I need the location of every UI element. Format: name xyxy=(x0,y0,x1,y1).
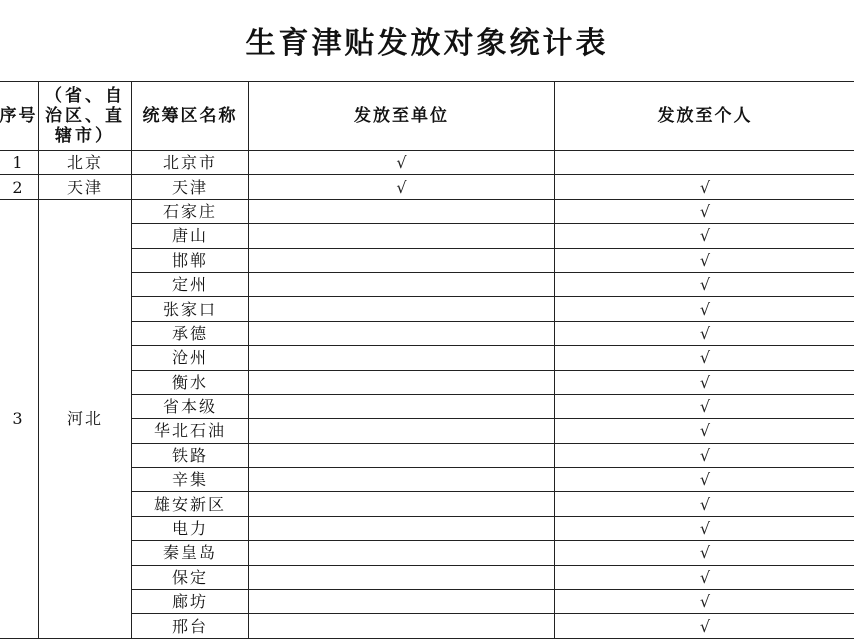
person-check-cell xyxy=(555,248,854,272)
unit-check-cell xyxy=(249,199,555,223)
unit-check-cell xyxy=(249,175,555,199)
person-check-cell xyxy=(555,370,854,394)
check-mark-icon: √ xyxy=(699,226,711,246)
table-body xyxy=(0,151,854,639)
row-number-cell: 1 xyxy=(0,151,39,175)
person-check-cell xyxy=(555,272,854,296)
area-name-cell: 雄安新区 xyxy=(132,492,249,516)
unit-check-cell xyxy=(249,541,555,565)
check-mark-icon: √ xyxy=(699,592,711,612)
statistics-table xyxy=(0,81,854,639)
header-person: 发放至个人 xyxy=(555,82,854,151)
unit-check-cell xyxy=(249,419,555,443)
area-name-cell: 电力 xyxy=(132,516,249,540)
person-check-cell xyxy=(555,468,854,492)
area-name-cell: 张家口 xyxy=(132,297,249,321)
unit-check-cell xyxy=(249,370,555,394)
check-mark-icon: √ xyxy=(699,470,711,490)
row-number-cell: 2 xyxy=(0,175,39,199)
person-check-cell xyxy=(555,346,854,370)
person-check-cell xyxy=(555,321,854,345)
area-name-cell: 辛集 xyxy=(132,468,249,492)
unit-check-cell xyxy=(249,248,555,272)
area-name-cell: 秦皇岛 xyxy=(132,541,249,565)
area-name-cell: 沧州 xyxy=(132,346,249,370)
area-name-cell: 铁路 xyxy=(132,443,249,467)
unit-check-cell xyxy=(249,468,555,492)
header-province: （省、自治区、直辖市） xyxy=(39,82,132,151)
person-check-cell xyxy=(555,419,854,443)
check-mark-icon: √ xyxy=(699,299,711,319)
area-name-cell: 省本级 xyxy=(132,394,249,418)
check-mark-icon: √ xyxy=(699,567,711,587)
row-number-cell: 3 xyxy=(0,199,39,638)
person-check-cell xyxy=(555,516,854,540)
person-check-cell xyxy=(555,199,854,223)
area-name-cell: 保定 xyxy=(132,565,249,589)
unit-check-cell xyxy=(249,346,555,370)
check-mark-icon: √ xyxy=(699,372,711,392)
check-mark-icon: √ xyxy=(699,616,711,636)
person-check-cell xyxy=(555,492,854,516)
unit-check-cell xyxy=(249,272,555,296)
unit-check-cell xyxy=(249,321,555,345)
unit-check-cell xyxy=(249,394,555,418)
area-name-cell: 廊坊 xyxy=(132,590,249,614)
check-mark-icon: √ xyxy=(699,494,711,514)
person-check-cell xyxy=(555,151,854,175)
unit-check-cell xyxy=(249,443,555,467)
person-check-cell xyxy=(555,394,854,418)
header-row xyxy=(0,82,854,151)
unit-check-cell xyxy=(249,297,555,321)
check-mark-icon: √ xyxy=(699,323,711,343)
person-check-cell xyxy=(555,590,854,614)
check-mark-icon: √ xyxy=(699,519,711,539)
unit-check-cell xyxy=(249,590,555,614)
check-mark-icon: √ xyxy=(699,201,711,221)
area-name-cell: 天津 xyxy=(132,175,249,199)
check-mark-icon: √ xyxy=(699,421,711,441)
header-area: 统筹区名称 xyxy=(132,82,249,151)
table-row xyxy=(0,175,854,199)
person-check-cell xyxy=(555,297,854,321)
area-name-cell: 邢台 xyxy=(132,614,249,638)
person-check-cell xyxy=(555,443,854,467)
area-name-cell: 北京市 xyxy=(132,151,249,175)
check-mark-icon: √ xyxy=(699,543,711,563)
check-mark-icon: √ xyxy=(396,153,407,173)
province-cell: 北京 xyxy=(39,151,132,175)
area-name-cell: 石家庄 xyxy=(132,199,249,223)
unit-check-cell xyxy=(249,565,555,589)
person-check-cell xyxy=(555,175,854,199)
check-mark-icon: √ xyxy=(699,177,711,197)
person-check-cell xyxy=(555,614,854,638)
person-check-cell xyxy=(555,541,854,565)
header-unit: 发放至单位 xyxy=(249,82,555,151)
unit-check-cell xyxy=(249,224,555,248)
area-name-cell: 衡水 xyxy=(132,370,249,394)
check-mark-icon: √ xyxy=(699,275,711,295)
check-mark-icon: √ xyxy=(699,445,711,465)
unit-check-cell xyxy=(249,492,555,516)
person-check-cell xyxy=(555,565,854,589)
area-name-cell: 邯郸 xyxy=(132,248,249,272)
header-no: 序号 xyxy=(0,82,39,151)
area-name-cell: 承德 xyxy=(132,321,249,345)
table-row xyxy=(0,151,854,175)
area-name-cell: 华北石油 xyxy=(132,419,249,443)
check-mark-icon: √ xyxy=(699,348,711,368)
check-mark-icon: √ xyxy=(396,177,407,197)
check-mark-icon: √ xyxy=(699,397,711,417)
person-check-cell xyxy=(555,224,854,248)
unit-check-cell xyxy=(249,151,555,175)
area-name-cell: 定州 xyxy=(132,272,249,296)
table-row xyxy=(0,199,854,223)
province-cell: 河北 xyxy=(39,199,132,638)
unit-check-cell xyxy=(249,614,555,638)
unit-check-cell xyxy=(249,516,555,540)
check-mark-icon: √ xyxy=(699,250,711,270)
area-name-cell: 唐山 xyxy=(132,224,249,248)
page-title: 生育津贴发放对象统计表 xyxy=(245,26,609,61)
province-cell: 天津 xyxy=(39,175,132,199)
